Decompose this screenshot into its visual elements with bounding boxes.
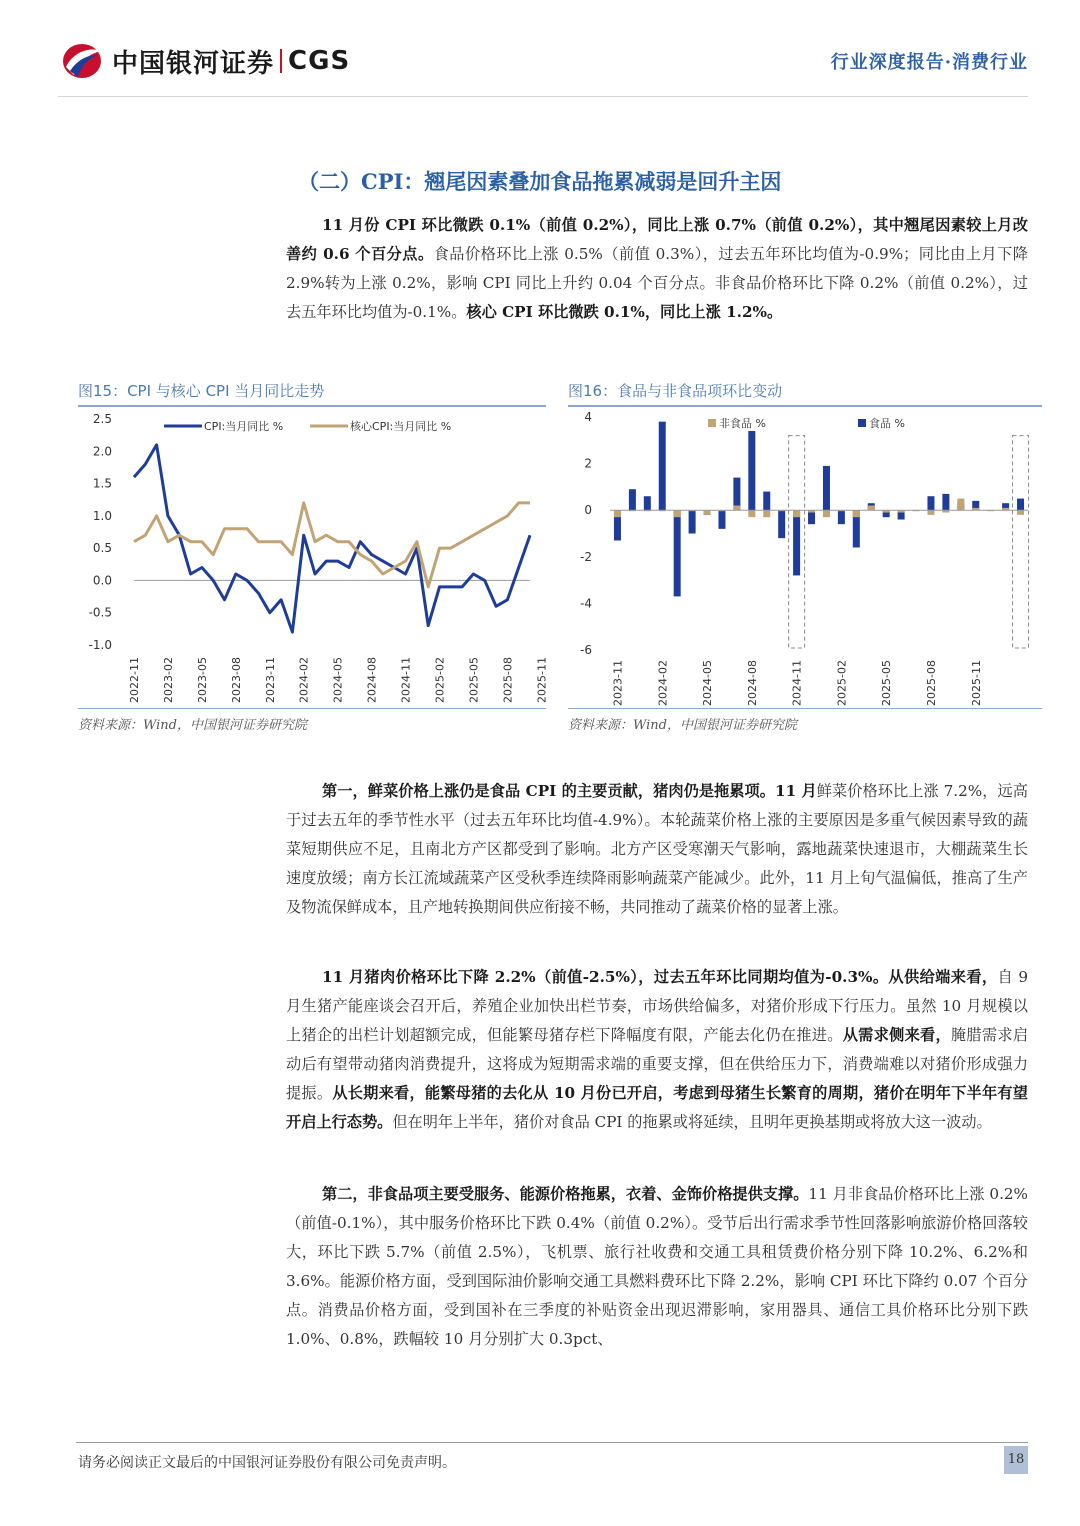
- highlight-box: [1013, 436, 1029, 648]
- body-text: 11 月非食品价格环比上涨 0.2%（前值-0.1%），其中服务价格环比下跌 0.4%（前值 0.2%）。受节后出行需求季节性回落影响旅游价格回落较大，环比下跌 5.7%（前值 2.5%），飞机票、旅行社收费和交通工具租赁费价格分别下降 10.2%、6.2%和 3.6%。能源价格方面，受到国际油价影响交通工具燃料费环比下降 2.2%，影响 CPI 环比下降约 0.07 个百分点。消费品价格方面，受到国补在三季度的补贴资金出现迟滞影响，家用器具、通信工具价格环比分别下跌 1.0%、0.8%，跌幅较 10 月分别扩大 0.3pct、: [286, 1185, 1028, 1348]
- food-bar: [778, 510, 785, 538]
- bold-text: 第二，非食品项主要受服务、能源价格拖累，衣着、金饰价格提供支撑。: [322, 1185, 809, 1203]
- x-tick-label: 2024-02: [297, 657, 311, 703]
- x-tick-label: 2024-05: [331, 657, 345, 703]
- food-bar: [748, 431, 755, 510]
- food-bar: [838, 510, 845, 524]
- food-bar: [659, 422, 666, 511]
- x-tick-label: 2025-08: [924, 660, 938, 706]
- body-text: 自 9 月生猪产能座谈会召开后，养殖企业加快出栏节奏，市场供给偏多，对猪价形成下行压力。虽然 10 月规模以上猪企的出栏计划超额完成，但能繁母猪存栏下降幅度有限，产能去化仍在推进。: [286, 968, 1029, 1044]
- nonfood-bar: [733, 506, 740, 511]
- legend-swatch: [858, 419, 866, 427]
- x-tick-label: 2025-02: [835, 660, 849, 706]
- nonfood-bar: [1017, 510, 1024, 515]
- x-tick-label: 2025-08: [501, 657, 515, 703]
- x-tick-label: 2023-02: [161, 657, 175, 703]
- legend-label: CPI:当月同比 %: [204, 420, 284, 433]
- paragraph-pork: [286, 963, 1028, 1137]
- series-line-core-cpi: [134, 503, 530, 587]
- legend-label: 核心CPI:当月同比 %: [350, 420, 452, 433]
- body-text: 鲜菜价格环比上涨 7.2%，远高于过去五年的季节性水平（过去五年环比均值-4.9%）。本轮蔬菜价格上涨的主要原因是多重气候因素导致的蔬菜短期供应不足，且南北方产区都受到了影响。北方产区受寒潮天气影响，露地蔬菜快速退市，大棚蔬菜生长速度放缓；南方长江流域蔬菜产区受秋季连续降雨影响蔬菜产能减少。此外，11 月上旬气温偏低，推高了生产及物流保鲜成本，且产地转换期间供应衔接不畅，共同推动了蔬菜价格的显著上涨。: [286, 782, 1028, 916]
- bold-text: 核心 CPI 环比微跌 0.1%，同比上涨 1.2%。: [466, 303, 783, 321]
- figure15-title: 图15：CPI 与核心 CPI 当月同比走势: [78, 382, 325, 400]
- x-tick-label: 2024-08: [745, 660, 759, 706]
- y-tick-label: 1.0: [92, 508, 112, 523]
- legend-swatch: [708, 419, 716, 427]
- x-tick-label: 2023-11: [263, 657, 277, 703]
- x-tick-label: 2023-11: [611, 660, 625, 706]
- nonfood-bar: [704, 510, 711, 515]
- x-tick-label: 2024-05: [701, 660, 715, 706]
- paragraph-vegetables: [286, 777, 1028, 922]
- bold-text: 第一，鲜菜价格上涨仍是食品 CPI 的主要贡献，猪肉仍是拖累项。11 月: [322, 782, 817, 800]
- footer-disclaimer: 请务必阅读正文最后的中国银河证券股份有限公司免责声明。: [78, 1455, 456, 1471]
- x-tick-label: 2024-08: [365, 657, 379, 703]
- nonfood-bar: [853, 510, 860, 517]
- x-tick-label: 2023-08: [229, 657, 243, 703]
- food-bar: [823, 466, 830, 510]
- galaxy-logo-icon: [60, 41, 104, 81]
- bold-text: 11 月份 CPI 环比微跌 0.1%（前值 0.2%），同比上涨 0.7%（前值 0.2%），其中翘尾因素较上月改善约 0.6 个百分点。: [286, 216, 1028, 263]
- company-logo: [60, 38, 350, 84]
- x-tick-label: 2025-11: [969, 660, 983, 706]
- body-text: 但在明年上半年，猪价对食品 CPI 的拖累或将延续，且明年更换基期或将放大这一波动。: [392, 1113, 992, 1131]
- y-tick-label: -2: [580, 549, 592, 564]
- section-title: （二）CPI：翘尾因素叠加食品拖累减弱是回升主因: [298, 169, 782, 194]
- nonfood-bar: [793, 510, 800, 517]
- food-bar: [674, 510, 681, 596]
- y-tick-label: 0.5: [92, 541, 112, 556]
- x-tick-label: 2024-11: [399, 657, 413, 703]
- legend-label: 食品 %: [869, 417, 905, 430]
- food-bar: [942, 494, 949, 510]
- figure16-title: 图16：食品与非食品项环比变动: [568, 382, 783, 400]
- food-bar: [689, 510, 696, 533]
- nonfood-bar: [748, 510, 755, 517]
- y-tick-label: 2.5: [92, 412, 112, 426]
- bold-text: 从长期来看，能繁母猪的去化从 10 月份已开启，考虑到母猪生长繁育的周期，猪价在明年下半年有望开启上行态势。: [286, 1084, 1028, 1131]
- food-bar: [718, 510, 725, 529]
- x-tick-label: 2024-02: [656, 660, 670, 706]
- y-tick-label: 0.0: [92, 573, 112, 588]
- figure16-bottom-rule: [568, 708, 1042, 709]
- nonfood-bar: [614, 510, 621, 517]
- nonfood-bar: [868, 506, 875, 511]
- food-nonfood-bar-chart: [568, 407, 1042, 707]
- y-tick-label: -6: [580, 643, 592, 657]
- y-tick-label: 0: [584, 503, 592, 518]
- food-bar: [629, 489, 636, 510]
- x-tick-label: 2024-11: [790, 660, 804, 706]
- nonfood-bar: [674, 510, 681, 517]
- x-tick-label: 2023-05: [195, 657, 209, 703]
- nonfood-bar: [763, 510, 770, 517]
- y-tick-label: 4: [584, 410, 592, 424]
- x-tick-label: 2025-05: [880, 660, 894, 706]
- food-bar: [644, 496, 651, 510]
- y-tick-label: 1.5: [92, 476, 112, 491]
- y-tick-label: -0.5: [88, 605, 112, 620]
- food-bar: [927, 496, 934, 510]
- x-tick-label: 2025-11: [535, 657, 549, 703]
- nonfood-bar: [823, 510, 830, 517]
- y-tick-label: -1.0: [88, 638, 112, 652]
- report-type: 行业深度报告·消费行业: [830, 52, 1028, 73]
- page-number: 18: [1004, 1446, 1028, 1474]
- paragraph-nonfood: [286, 1180, 1028, 1354]
- nonfood-bar: [927, 510, 934, 515]
- figure15-source: 资料来源：Wind，中国银河证券研究院: [78, 718, 307, 733]
- body-text: 食品价格环比上涨 0.5%（前值 0.3%），过去五年环比均值为-0.9%；同比由上月下降 2.9%转为上涨 0.2%，影响 CPI 同比上升约 0.04 个百分点。非食品价格环比下降 0.2%（前值 0.2%），过去五年环比均值为-0.1%。: [286, 245, 1028, 321]
- nonfood-bar: [957, 499, 964, 511]
- x-tick-label: 2025-05: [467, 657, 481, 703]
- legend-label: 非食品 %: [719, 417, 766, 430]
- figure15-bottom-rule: [78, 708, 546, 709]
- food-bar: [793, 510, 800, 575]
- y-tick-label: 2: [584, 456, 592, 471]
- x-tick-label: 2025-02: [433, 657, 447, 703]
- food-bar: [1017, 499, 1024, 511]
- logo-cgs: CGS: [288, 46, 351, 76]
- paragraph-cpi-summary: [286, 211, 1028, 327]
- header-divider: [58, 96, 1028, 97]
- figure16-source: 资料来源：Wind，中国银河证券研究院: [568, 718, 797, 733]
- body-text: 腌腊需求启动后有望带动猪肉消费提升，这将成为短期需求端的重要支撑，但在供给压力下，消费端难以对猪价形成强力提振。: [286, 1026, 1029, 1102]
- cpi-line-chart: [78, 407, 549, 707]
- y-tick-label: -4: [580, 596, 592, 611]
- bold-text: 11 月猪肉价格环比下降 2.2%（前值-2.5%），过去五年环比同期均值为-0.3%。从供给端来看，: [322, 968, 998, 986]
- bold-text: 从需求侧来看，: [842, 1026, 951, 1044]
- x-tick-label: 2022-11: [128, 657, 141, 703]
- footer-divider: [76, 1442, 1028, 1443]
- y-tick-label: 2.0: [92, 444, 112, 459]
- logo-separator: [280, 49, 282, 73]
- food-bar: [733, 478, 740, 511]
- logo-name: 中国银河证券: [112, 48, 275, 79]
- food-bar: [763, 492, 770, 511]
